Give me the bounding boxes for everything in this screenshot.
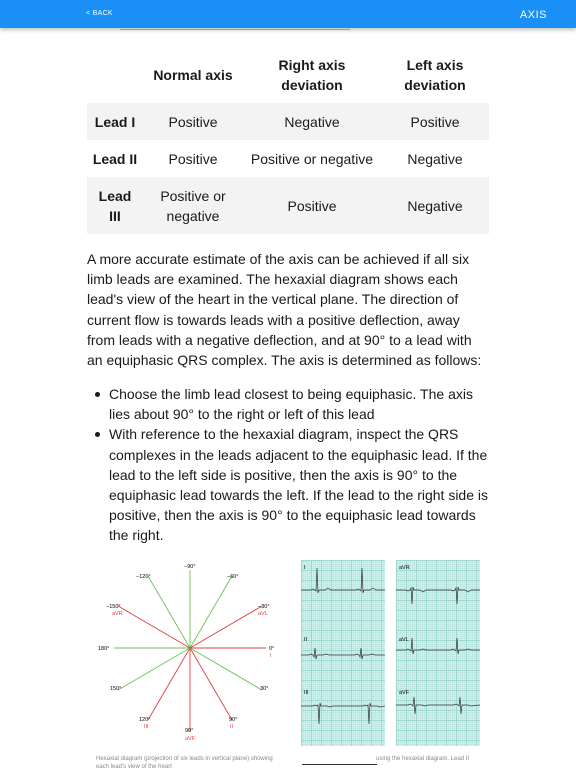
table-row	[87, 177, 489, 234]
cell-left: Negative	[381, 177, 489, 234]
ecg-caption: using the hexaxial diagram. Lead II	[376, 756, 470, 762]
lead-label-ii: II	[230, 724, 234, 730]
hexaxial-svg	[96, 560, 292, 746]
angle-label: −90°	[184, 564, 196, 570]
axis-line-negative	[190, 576, 232, 648]
angle-label: 180°	[98, 646, 110, 652]
row-lead: Lead I	[87, 103, 143, 140]
instruction-list	[87, 384, 491, 546]
angle-label: −120°	[136, 574, 151, 580]
ecg-trace-avf	[396, 697, 480, 714]
table-header-left: Left axis deviation	[404, 57, 466, 93]
ecg-trace-ii	[301, 648, 385, 659]
row-lead: Lead III	[87, 177, 143, 234]
table-row	[87, 140, 489, 177]
axis-line-positive	[118, 606, 190, 648]
cell-right: Negative	[243, 103, 381, 140]
cell-right: Positive	[243, 177, 381, 234]
lead-label-avf: aVF	[185, 736, 196, 742]
ecg-lead-label: aVF	[399, 690, 410, 696]
ecg-panel-limb-leads	[301, 560, 385, 746]
hexaxial-diagram	[96, 560, 292, 746]
ecg-lead-label: III	[304, 690, 309, 696]
clipped-text-line	[120, 28, 350, 32]
axis-deviation-table	[87, 47, 489, 234]
lead-label-avr: aVR	[112, 611, 123, 617]
ecg-lead-label: II	[304, 637, 308, 643]
back-button[interactable]: < BACK	[86, 10, 113, 17]
cell-left: Negative	[407, 150, 463, 167]
angle-label: 120°	[139, 717, 151, 723]
cell-normal: Positive	[168, 150, 218, 167]
angle-label: 30°	[260, 686, 269, 692]
cell-right: Positive or negative	[250, 150, 374, 167]
axis-line-negative	[190, 648, 262, 690]
list-item: Choose the limb lead closest to being equiphasic. The axis lies about 90° to the right or left of this lead	[87, 384, 491, 424]
axis-line-positive	[190, 648, 232, 720]
angle-label: −150°	[106, 604, 121, 610]
ecg-lead-label: I	[304, 565, 306, 571]
row-lead: Lead II	[92, 150, 138, 167]
lead-label-i: I	[270, 653, 272, 659]
ecg-lead-label: aVR	[399, 565, 410, 571]
angle-label: 0°	[269, 646, 275, 652]
angle-label: 90°	[229, 717, 238, 723]
axis-line-negative	[148, 576, 190, 648]
cell-left: Positive	[381, 103, 489, 140]
top-bar	[0, 0, 576, 28]
table-header-empty	[87, 47, 143, 103]
ecg-lead-label: aVL	[399, 637, 409, 643]
cell-normal: Positive	[143, 103, 243, 140]
angle-label: −30°	[258, 604, 270, 610]
table-header-normal: Normal axis	[153, 67, 233, 83]
caption-underline	[302, 764, 377, 765]
axis-line-positive	[190, 606, 262, 648]
ecg-trace-avr	[396, 587, 480, 604]
hexaxial-caption: Hexaxial diagram (projection of six leads in vertical plane) showing each lead's view of the heart	[96, 756, 273, 770]
cell-normal: Positive or negative	[143, 177, 243, 234]
ecg-panel-augmented-leads	[396, 560, 480, 746]
lead-label-iii: III	[144, 724, 149, 730]
list-item: With reference to the hexaxial diagram, inspect the QRS complexes in the leads adjacent to the equiphasic lead. If the lead to the left side is positive, then the axis is 90° to the equiphasic lead towards the left. If the lead to the right side is positive, then the axis is 90° to the equiphasic lead towards the right.	[87, 424, 491, 545]
table-header-right: Right axis deviation	[278, 57, 346, 93]
body-paragraph: A more accurate estimate of the axis can be achieved if all six limb leads are examined. The hexaxial diagram shows each lead's view of the heart in the vertical plane. The direction of current flow is towards leads with a positive deflection, away from leads with a negative deflection, and at 90° to a lead with an equiphasic QRS complex. The axis is determined as follows:	[87, 251, 482, 369]
table-row	[87, 103, 489, 140]
axis-line-negative	[118, 648, 190, 690]
lead-label-avl: aVL	[258, 611, 268, 617]
angle-label: 150°	[110, 686, 122, 692]
ecg-trace-iii	[301, 703, 385, 724]
angle-label: −60°	[227, 574, 239, 580]
axis-line-positive	[148, 648, 190, 720]
ecg-trace-i	[301, 568, 385, 593]
angle-label: 90°	[185, 728, 194, 734]
page-title: AXIS	[519, 9, 547, 21]
